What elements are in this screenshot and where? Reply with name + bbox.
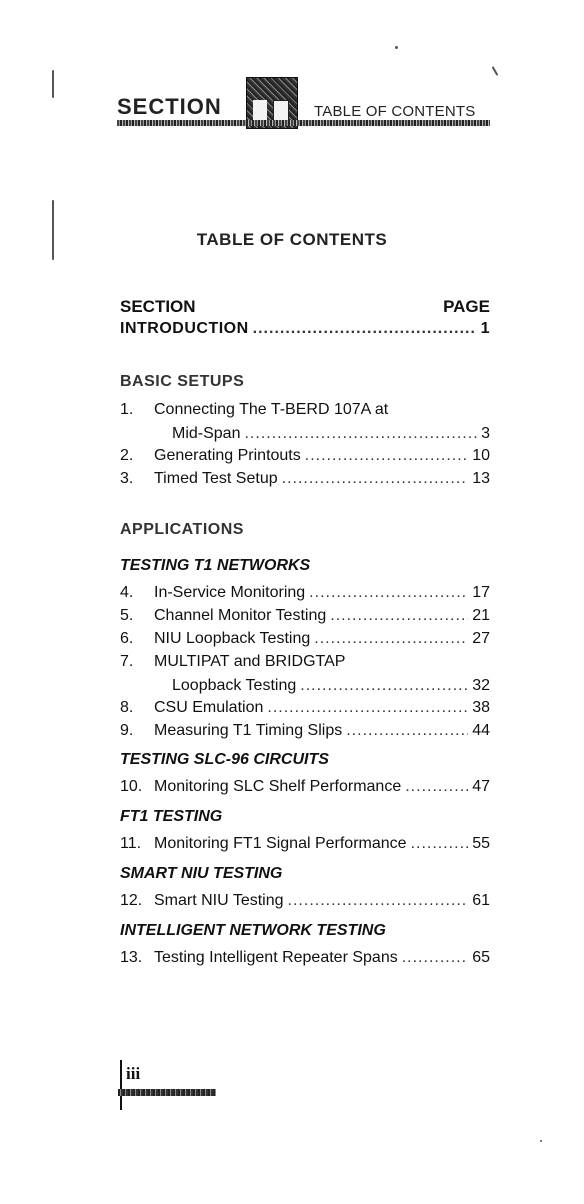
entry-label: INTRODUCTION	[120, 320, 249, 337]
section-label: SECTION	[117, 94, 222, 119]
leader-dots	[244, 425, 477, 443]
entry-label: Monitoring FT1 Signal Performance	[154, 835, 407, 852]
toc-entry-1-line1[interactable]	[120, 401, 388, 419]
entry-label: NIU Loopback Testing	[154, 630, 311, 647]
entry-page: 27	[472, 630, 490, 647]
category-applications: APPLICATIONS	[120, 521, 244, 538]
leader-dots	[314, 630, 468, 648]
category-basic-setups: BASIC SETUPS	[120, 373, 245, 390]
header-rule	[117, 120, 490, 126]
scan-mark	[540, 1140, 542, 1142]
entry-number: 9.	[120, 722, 134, 739]
leader-dots	[405, 778, 468, 796]
footer-tick	[120, 1060, 122, 1110]
toc-entry-9[interactable]	[120, 722, 490, 744]
scan-mark	[52, 200, 54, 260]
entry-number: 13.	[120, 949, 143, 966]
leader-dots	[300, 677, 468, 695]
entry-page: 21	[472, 607, 490, 624]
entry-label: Monitoring SLC Shelf Performance	[154, 778, 402, 795]
leader-dots	[305, 447, 468, 465]
entry-page: 1	[480, 320, 490, 337]
entry-label-cont: Loopback Testing	[172, 677, 297, 694]
toc-entry-1-line2[interactable]	[120, 425, 490, 447]
toc-entry-11[interactable]	[120, 835, 490, 857]
entry-page: 38	[472, 699, 490, 716]
entry-page: 3	[481, 425, 490, 442]
entry-label: Testing Intelligent Repeater Spans	[154, 949, 398, 966]
entry-number: 11.	[120, 835, 142, 852]
entry-label: MULTIPAT and BRIDGTAP	[154, 653, 346, 670]
entry-page: 13	[472, 470, 490, 487]
entry-page: 47	[472, 778, 490, 795]
toc-entry-introduction[interactable]	[120, 320, 490, 342]
entry-label: Channel Monitor Testing	[154, 607, 327, 624]
entry-page: 65	[472, 949, 490, 966]
entry-page: 44	[472, 722, 490, 739]
entry-label: Generating Printouts	[154, 447, 301, 464]
entry-number: 5.	[120, 607, 134, 624]
entry-label: Timed Test Setup	[154, 470, 278, 487]
leader-dots	[346, 722, 468, 740]
toc-entry-12[interactable]	[120, 892, 490, 914]
subcategory-slc: TESTING SLC-96 CIRCUITS	[120, 751, 329, 768]
toc-entry-4[interactable]	[120, 584, 490, 606]
subcategory-smart-niu: SMART NIU TESTING	[120, 865, 283, 882]
entry-label-cont: Mid-Span	[172, 425, 241, 442]
entry-page: 32	[472, 677, 490, 694]
leader-dots	[267, 699, 468, 717]
scan-mark	[52, 70, 54, 98]
toc-entry-6[interactable]	[120, 630, 490, 652]
scan-mark	[395, 46, 398, 49]
subcategory-t1: TESTING T1 NETWORKS	[120, 557, 311, 574]
entry-number: 12.	[120, 892, 143, 909]
page-number: iii	[126, 1064, 141, 1083]
page-header	[0, 0, 584, 140]
entry-number: 1.	[120, 401, 134, 418]
header-title: TABLE OF CONTENTS	[314, 103, 476, 120]
column-header-section: SECTION	[120, 297, 196, 316]
toc-entry-10[interactable]	[120, 778, 490, 800]
entry-label: Connecting The T-BERD 107A at	[154, 401, 389, 418]
entry-number: 8.	[120, 699, 134, 716]
entry-label: Measuring T1 Timing Slips	[154, 722, 343, 739]
toc-entry-7-line1[interactable]	[120, 653, 345, 671]
entry-number: 2.	[120, 447, 134, 464]
toc-entry-13[interactable]	[120, 949, 490, 971]
entry-label: CSU Emulation	[154, 699, 264, 716]
leader-dots	[253, 320, 477, 338]
leader-dots	[288, 892, 469, 910]
toc-entry-3[interactable]	[120, 470, 490, 492]
toc-heading: TABLE OF CONTENTS	[196, 230, 388, 249]
entry-number: 10.	[120, 778, 143, 795]
entry-page: 55	[472, 835, 490, 852]
entry-page: 61	[472, 892, 490, 909]
entry-number: 6.	[120, 630, 134, 647]
leader-dots	[411, 835, 469, 853]
toc-entry-8[interactable]	[120, 699, 490, 721]
leader-dots	[402, 949, 468, 967]
toc-entry-2[interactable]	[120, 447, 490, 469]
leader-dots	[309, 584, 468, 602]
leader-dots	[282, 470, 469, 488]
subcategory-intelligent-network: INTELLIGENT NETWORK TESTING	[120, 922, 386, 939]
entry-label: In-Service Monitoring	[154, 584, 306, 601]
entry-number: 4.	[120, 584, 134, 601]
entry-page: 17	[472, 584, 490, 601]
entry-label: Smart NIU Testing	[154, 892, 284, 909]
entry-number: 7.	[120, 653, 134, 670]
subcategory-ft1: FT1 TESTING	[120, 808, 223, 825]
toc-entry-7-line2[interactable]	[120, 677, 490, 699]
toc-entry-5[interactable]	[120, 607, 490, 629]
entry-page: 10	[472, 447, 490, 464]
column-header-page: PAGE	[443, 297, 490, 316]
leader-dots	[330, 607, 468, 625]
entry-number: 3.	[120, 470, 134, 487]
footer-rule	[118, 1089, 216, 1096]
